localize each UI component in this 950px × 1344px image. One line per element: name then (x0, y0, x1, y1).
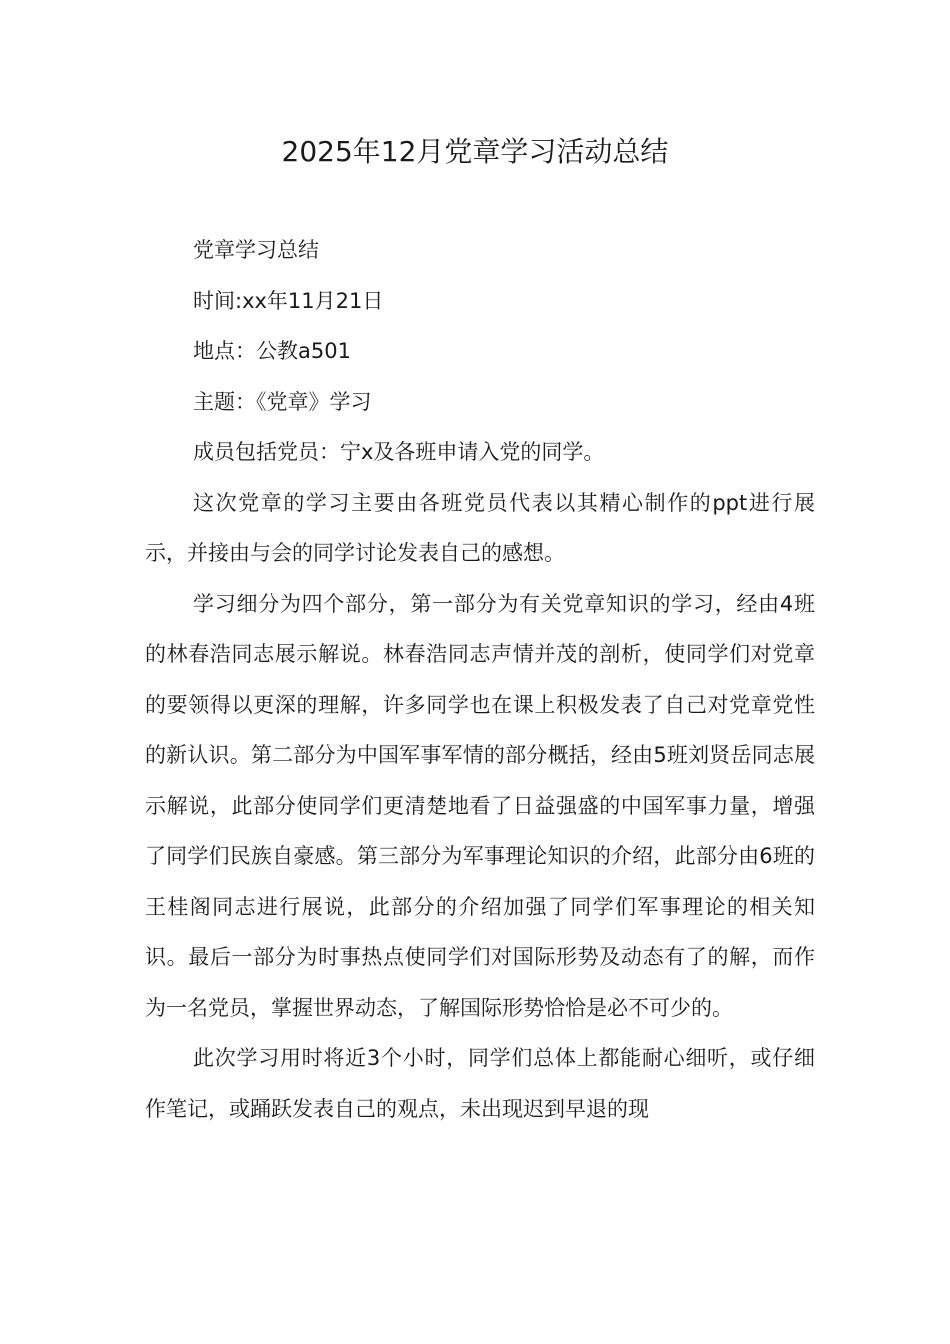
document-body (145, 225, 815, 1134)
paragraph-intro: 这次党章的学习主要由各班党员代表以其精心制作的ppt进行展示，并接由与会的同学讨论发表自己的感想。 (145, 490, 815, 565)
paragraph-duration: 此次学习用时将近3个小时，同学们总体上都能耐心细听，或仔细作笔记，或踊跃发表自己的观点，未出现迟到早退的现 (145, 1046, 815, 1121)
meta-topic: 主题：《党章》学习 (193, 389, 372, 414)
document-title: 2025年12月党章学习活动总结 (281, 135, 669, 168)
meta-members: 成员包括党员：宁x及各班申请入党的同学。 (193, 440, 605, 464)
meta-location: 地点：公教a501 (193, 339, 351, 363)
paragraph-parts: 学习细分为四个部分，第一部分为有关党章知识的学习，经由4班的林春浩同志展示解说。林春浩同志声情并茂的剖析，使同学们对党章的要领得以更深的理解，许多同学也在课上积极发表了自己对党章党性的新认识。第二部分为中国军事军情的部分概括，经由5班刘贤岳同志展示解说，此部分使同学们更清楚地看了日益强盛的中国军事力量，增强了同学们民族自豪感。第三部分为军事理论知识的介绍，此部分由6班的王桂阁同志进行展说，此部分的介绍加强了同学们军事理论的相关知识。最后一部分为时事热点使同学们对国际形势及动态有了的解，而作为一名党员，掌握世界动态，了解国际形势恰恰是必不可少的。 (145, 591, 815, 1020)
meta-time: 时间:xx年11月21日 (193, 288, 384, 313)
heading-summary: 党章学习总结 (193, 238, 319, 262)
